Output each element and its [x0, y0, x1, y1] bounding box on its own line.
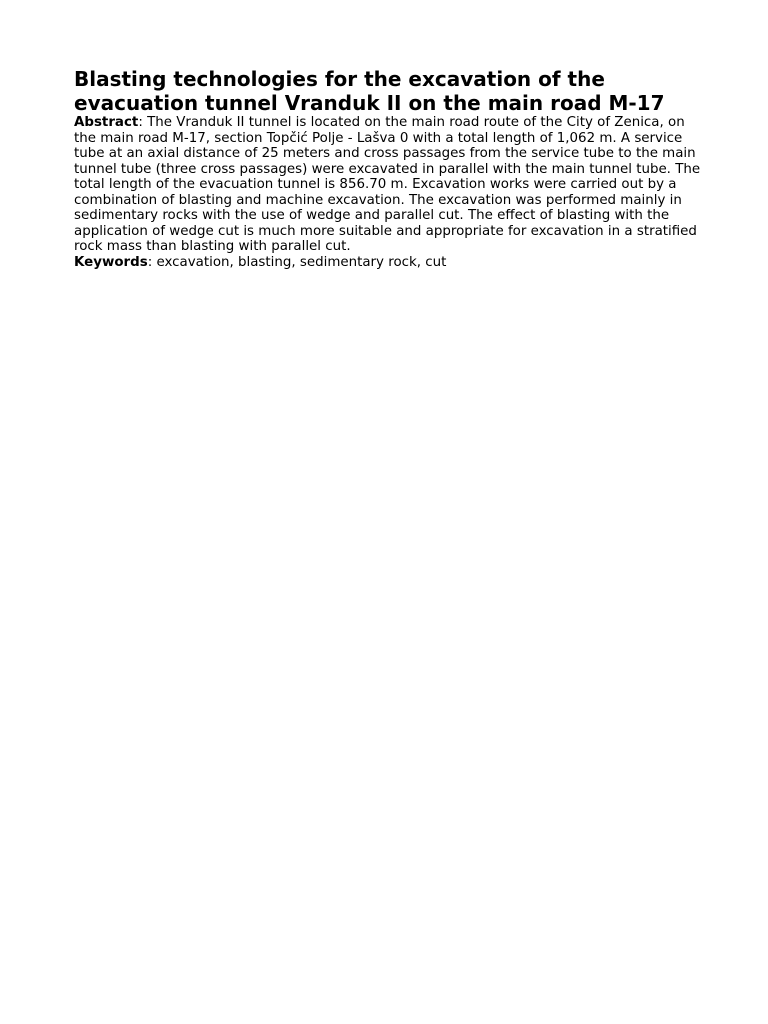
- paper-title: Blasting technologies for the excavation of the evacuation tunnel Vranduk II on the main road M-17: [74, 67, 665, 115]
- keywords-paragraph: [74, 255, 704, 271]
- document-page: [74, 67, 704, 270]
- keywords-text: : excavation, blasting, sedimentary rock, cut: [147, 254, 447, 270]
- keywords-label: Keywords: [74, 254, 148, 270]
- abstract-label: Abstract: [74, 115, 139, 130]
- abstract-text: : The Vranduk II tunnel is located on the main road route of the City of Zenica, on the main road M-17, section Topčić Polje - Lašva 0 with a total length of 1,062 m. A service tube at an axial distance of 25 meters and cross passages from the service tube to the main tunnel tube (three cross passages) were excavated in parallel with the main tunnel tube. The total length of the evacuation tunnel is 856.70 m. Excavation works were carried out by a combination of blasting and machine excavation. The excavation was performed mainly in sedimentary rocks with the use of wedge and parallel cut. The effect of blasting with the application of wedge cut is much more suitable and appropriate for excavation in a stratified rock mass than blasting with parallel cut.: [74, 115, 701, 254]
- abstract-paragraph: [74, 115, 704, 255]
